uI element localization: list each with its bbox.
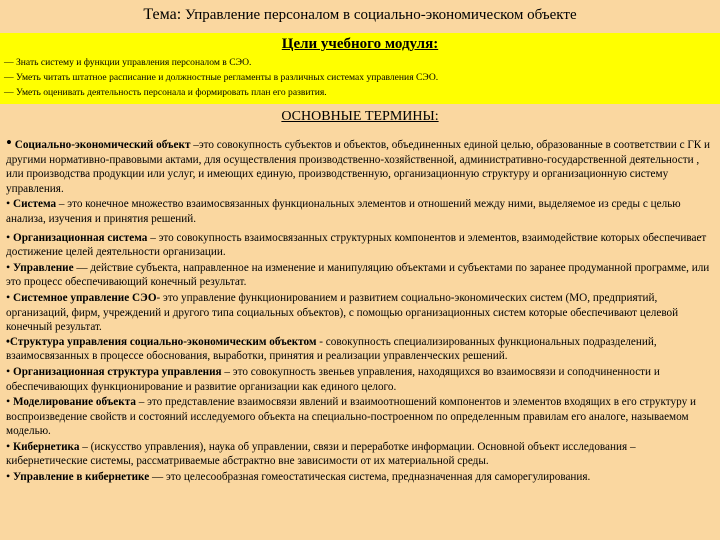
term-definition: – это совокупность звеньев управления, находящихся во взаимосвязи и соподчиненности и обеспечивающих функционирование и развитие организации как единого целого. (6, 365, 660, 393)
slide-title-text: Управление персоналом в социально-экономическом объекте (181, 7, 577, 23)
bullet-icon: • (6, 196, 11, 211)
term-name: Системное управление СЭО (13, 291, 157, 304)
goals-title: Цели учебного модуля: (281, 36, 439, 52)
term-item (6, 335, 716, 364)
bullet-icon: • (6, 133, 12, 152)
term-definition: — действие субъекта, направленное на изменение и манипуляцию объектами и субъектами по заранее продуманной программе, или это процесс обеспечивающий конечный результат. (6, 261, 710, 289)
term-item (6, 364, 716, 394)
term-name: Организационная структура управления (13, 365, 222, 378)
bullet-icon: • (6, 363, 11, 378)
terms-title: ОСНОВНЫЕ ТЕРМИНЫ: (281, 109, 439, 124)
bullet-icon: • (6, 438, 11, 453)
term-name: Управление (13, 261, 74, 274)
term-name: Система (13, 198, 57, 211)
term-name: Структура управления социально-экономическим объектом (9, 335, 317, 348)
term-definition: –это совокупность субъектов и объектов, объединенных единой целью, образованные в соответствии с ГК и другими нормативно-правовыми актами, для осуществления производственно-хозяйственной, административно-государственной деятельности , или производства продукции или услуг, и имеющих единую, производственную, организационную структуру и организационную систему управления. (6, 139, 711, 195)
term-definition: - совокупность специализированных функциональных подразделений, взаимосвязанных в процессе обоснования, выработки, принятия и реализации управленческих решений. (6, 335, 657, 363)
slide-title-label: Тема: (143, 6, 182, 23)
term-name: Управление в кибернетике (13, 471, 150, 484)
term-definition: – (искусство управления), наука об управлении, связи и переработке информации. Основной объект исследования –кибернетические системы, рассматриваемые абстрактно вне зависимости от их материальной среды. (6, 440, 636, 468)
goal-item: — Уметь читать штатное расписание и должностные регламенты в различных системах управления СЭО. (4, 72, 439, 83)
term-definition: - это управление функционированием и развитием социально-экономических систем (МО, предприятий, организаций, фирм, учреждений и другого типа социальных объектов), с помощью организационных систем которые обеспечивают целевой конечный результат. (6, 291, 679, 334)
term-name: Организационная система (13, 231, 148, 244)
term-item (6, 290, 716, 335)
term-definition: – это конечное множество взаимосвязанных функциональных элементов и отношений между ними, выделяемое из среды с целью анализа, изучения и принятия решений. (6, 198, 681, 225)
term-definition: — это целесообразная гомеостатическая система, предназначенная для саморегулирования. (149, 471, 591, 484)
goal-item: — Уметь оценивать деятельность персонала и формировать план его развития. (4, 87, 327, 98)
bullet-icon: • (6, 259, 11, 274)
term-name: Социально-экономический объект (14, 139, 191, 151)
term-item (6, 260, 716, 290)
term-name: Кибернетика (13, 440, 80, 453)
bullet-icon: • (6, 229, 11, 244)
goal-item: — Знать систему и функции управления персоналом в СЭО. (4, 57, 252, 68)
term-name: Моделирование объекта (13, 396, 136, 409)
goals-box (0, 33, 720, 104)
bullet-icon: • (6, 289, 11, 304)
term-item (6, 133, 716, 196)
term-item (6, 230, 716, 260)
term-item (6, 394, 716, 439)
bullet-icon: • (6, 394, 11, 409)
slide-title (0, 6, 720, 24)
bullet-icon: • (6, 469, 11, 484)
term-item (6, 469, 716, 485)
term-item (6, 439, 716, 469)
bullet-icon: • (6, 335, 10, 348)
term-definition: – это совокупность взаимосвязанных структурных компонентов и элементов, взаимодействие которых обеспечивает достижение целей деятельности организации. (6, 231, 707, 259)
term-item (6, 196, 716, 226)
terms-list (6, 133, 716, 485)
term-definition: – это представление взаимосвязи явлений и взаимоотношений компонентов и элементов входящих в его структуру и воспроизведение свойств и состояний исследуемого объекта на специально-построенном по определенным правилам его аналоге, называемом моделью. (6, 396, 696, 438)
